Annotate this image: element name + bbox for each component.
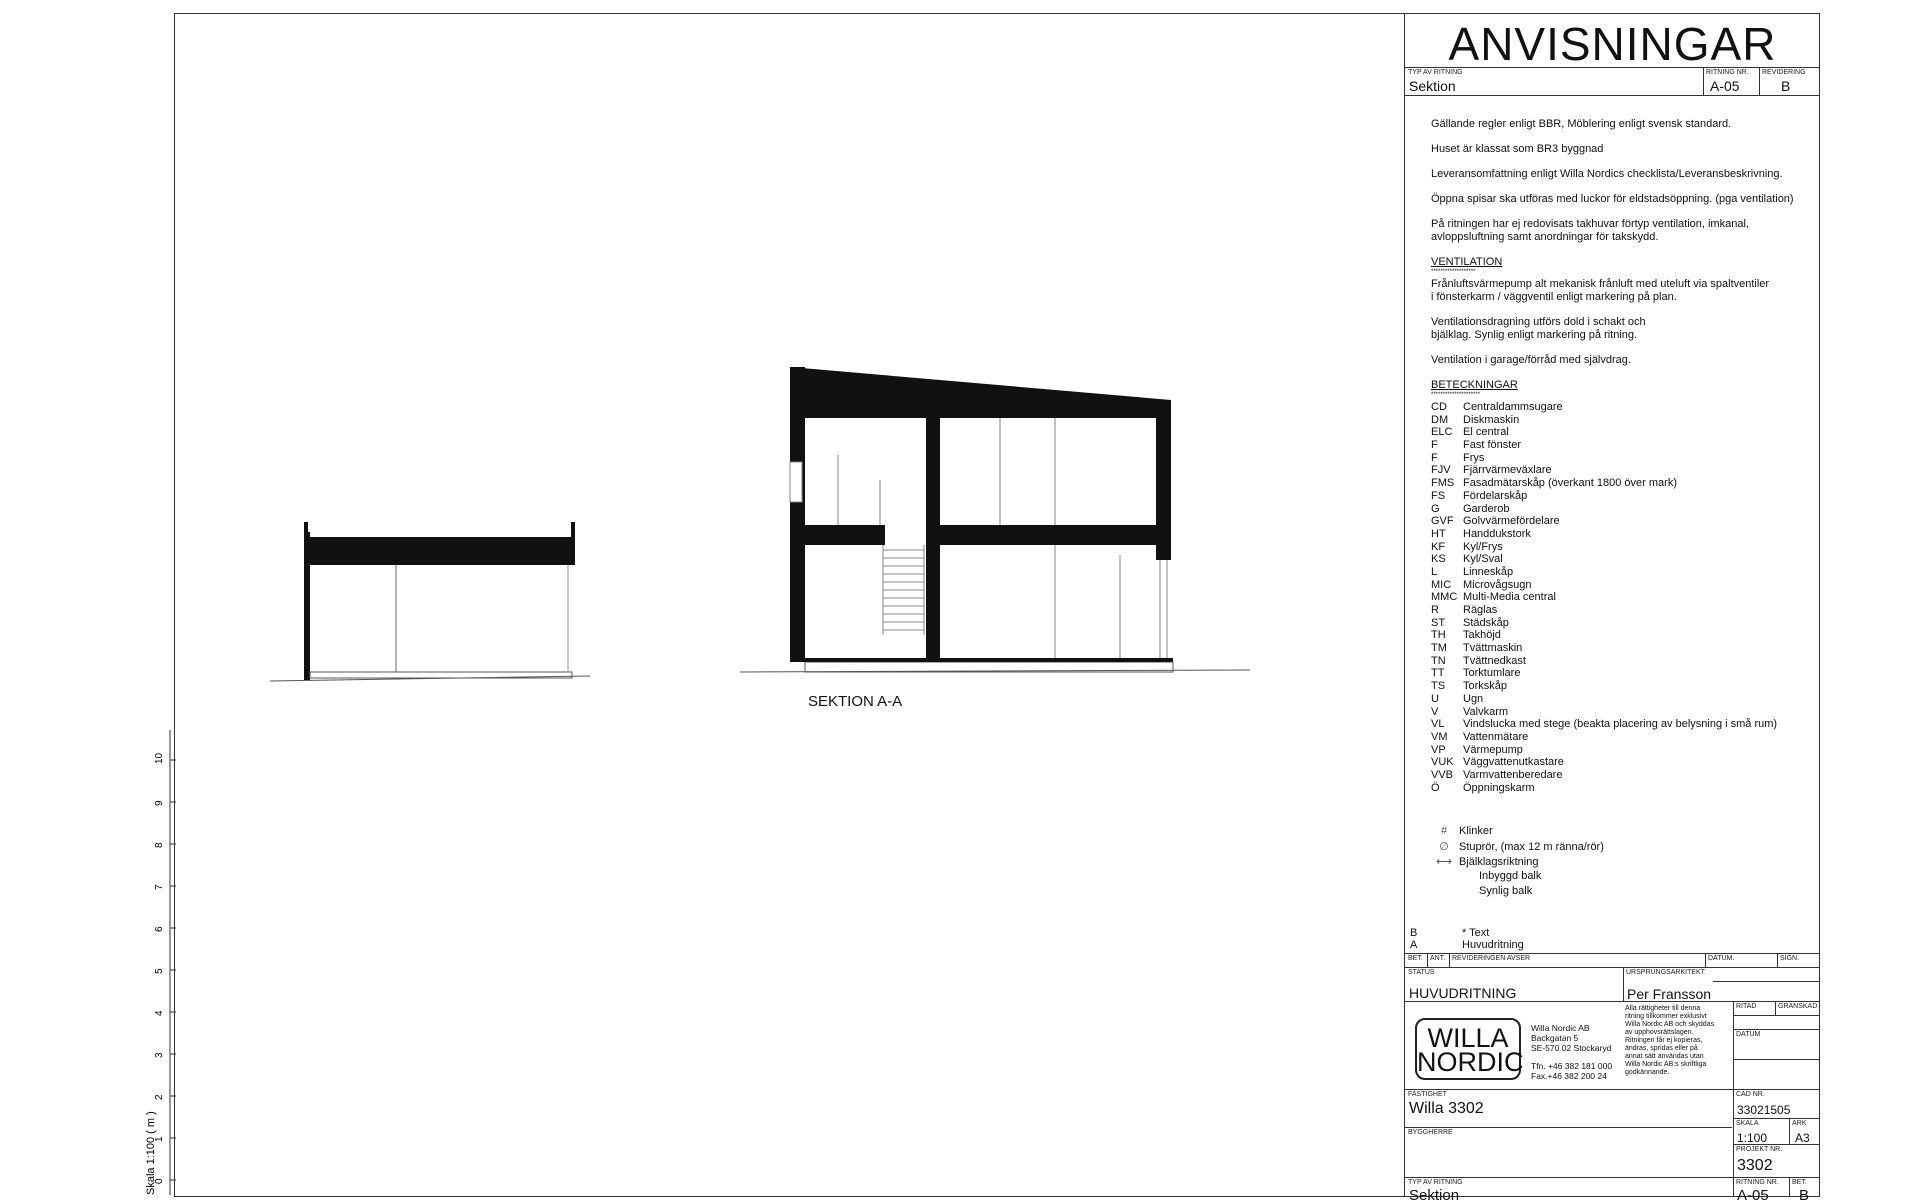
scale-tick-label: 0 (154, 1178, 165, 1184)
project-label: PROJEKT NR. (1736, 1146, 1783, 1153)
note-general: Leveransomfattning enligt Willa Nordics checklista/Leveransbeskrivning. (1431, 168, 1783, 180)
ventilation-heading: VENTILATION (1431, 256, 1503, 268)
code-item: TT Torktumlare (1431, 667, 1521, 680)
note-general: På ritningen har ej redovisats takhuvar förtyp ventilation, imkanal, avloppsluftning samt anordningar för takskydd. (1431, 218, 1749, 243)
section-label: SEKTION A-A (808, 693, 903, 710)
code-item: TM Tvättmaskin (1431, 642, 1523, 655)
note-ventilation: Ventilation i garage/förråd med självdrag. (1431, 354, 1631, 366)
copyright-notice: Alla rättigheter till denna ritning tillkommer exklusivt Willa Nordic AB och skyddas av upphovsrättslagen. Ritningen får ej kopieras, ändras, spridas eller på annat sätt användas utan Willa Nordic AB:s skriftliga godkännande. (1625, 1005, 1715, 1076)
architect-label: URSPRUNGSARKITEKT (1626, 969, 1705, 976)
code-item: U Ugn (1431, 692, 1484, 705)
house-section (740, 367, 1250, 672)
code-item: VVB Varmvattenberedare (1431, 768, 1563, 781)
rev-bet-header: BET. (1408, 955, 1423, 962)
code-item: VP Värmepump (1431, 743, 1523, 756)
code-item: TH Takhöjd (1431, 629, 1501, 642)
note-general: Gällande regler enligt BBR, Möblering enligt svensk standard. (1431, 118, 1732, 130)
scale-tick-label: 6 (154, 926, 165, 932)
code-item: MIC Microvågsugn (1431, 578, 1532, 591)
scale-tick-label: 10 (154, 752, 165, 764)
scale-bar (140, 725, 180, 1195)
code-item: F Fast fönster (1431, 439, 1522, 452)
code-item: FS Fördelarskåp (1431, 489, 1528, 502)
code-item: F Frys (1431, 451, 1485, 464)
note-ventilation: Frånluftsvärmepump alt mekanisk frånluft med uteluft via spaltventiler i fönsterkarm / väggventil enligt markering på plan. (1431, 278, 1770, 303)
datum-label: DATUM (1736, 1031, 1761, 1038)
company-address: Willa Nordic AB Backgatan 5 SE-570 02 Stockaryd Tfn. +46 382 181 000 Fax.+46 382 200 24 (1531, 1023, 1613, 1081)
cad-value: 33021505 (1737, 1103, 1791, 1117)
code-item: DM Diskmaskin (1431, 413, 1520, 426)
code-item: R Räglas (1431, 604, 1498, 616)
code-item: V Valvkarm (1431, 705, 1509, 718)
scale-tick-label: 1 (154, 1136, 165, 1142)
code-item: TN Tvättnedkast (1431, 654, 1526, 667)
willa-nordic-logo: WILLA NORDIC (1415, 1018, 1521, 1080)
cad-label: CAD NR. (1736, 1091, 1765, 1098)
code-item: HT Handdukstork (1431, 527, 1531, 540)
status-value: HUVUDRITNING (1409, 985, 1517, 1001)
sheet-size-value: A3 (1795, 1131, 1810, 1145)
scale-tick-label: 9 (154, 800, 165, 806)
code-item: TS Torkskåp (1431, 680, 1508, 693)
note-general: Öppna spisar ska utföras med luckor för eldstadsöppning. (pga ventilation) (1431, 193, 1794, 205)
legend-item: ⟷ Bjälklagsriktning (1436, 856, 1539, 868)
architect-value: Per Fransson (1627, 986, 1712, 1002)
revision-row: B * Text (1410, 927, 1490, 939)
code-item: ELC El central (1431, 426, 1509, 439)
bottom-bet-label: BET. (1792, 1179, 1807, 1186)
code-item: VUK Väggvattenutkastare (1431, 756, 1564, 769)
drawing-no-value: A-05 (1710, 78, 1740, 94)
code-item: MMC Multi-Media central (1431, 591, 1556, 604)
scale-tick-label: 5 (154, 968, 165, 974)
code-item: L Linneskåp (1431, 565, 1514, 578)
code-item: G Garderob (1431, 502, 1510, 515)
sheet-title: ANVISNINGAR (1448, 18, 1777, 70)
scale-tick-label: 3 (154, 1052, 165, 1058)
scale-label-tb: SKALA (1736, 1120, 1759, 1127)
codes-list (1431, 401, 1815, 794)
type-value: Sektion (1409, 78, 1456, 94)
legend-item: # Klinker (1440, 825, 1493, 837)
revision-value: B (1781, 78, 1791, 94)
status-label: STATUS (1408, 969, 1435, 976)
scale-tick-label: 2 (154, 1094, 165, 1100)
rev-datum-header: DATUM. (1708, 955, 1735, 962)
code-item: FMS Fasadmätarskåp (överkant 1800 över mark) (1431, 477, 1677, 490)
ritad-label: RITAD (1736, 1003, 1757, 1010)
scale-tick-label: 4 (154, 1010, 165, 1016)
project-value: 3302 (1737, 1157, 1773, 1174)
bottom-bet-value: B (1799, 1187, 1810, 1204)
code-item: FJV Fjärrvärmeväxlare (1431, 464, 1552, 477)
code-item: VM Vattenmätare (1431, 730, 1529, 743)
revision-row: A Huvudritning (1410, 939, 1524, 951)
code-item: Ö Öppningskarm (1431, 781, 1535, 794)
rev-avser-header: REVIDERINGEN AVSER (1452, 955, 1531, 962)
ventilation-stars: ******************* (1431, 269, 1476, 275)
scale-value: 1:100 (1737, 1131, 1768, 1145)
code-item: KS Kyl/Sval (1431, 553, 1503, 566)
bottom-no-label: RITNING NR. (1736, 1179, 1779, 1186)
granskad-label: GRANSKAD (1778, 1003, 1818, 1010)
scale-label: Skala 1:100 ( m ) (145, 1111, 157, 1195)
title-block (1404, 13, 1820, 1204)
builder-label: BYGGHERRE (1408, 1129, 1453, 1136)
legend (1429, 825, 1604, 900)
codes-heading: BETECKNINGAR (1431, 379, 1518, 391)
property-value: Willa 3302 (1409, 1100, 1484, 1117)
section-drawing (0, 0, 1400, 760)
type-label: TYP AV RITNING (1408, 69, 1463, 76)
bottom-type-label: TYP AV RITNING (1408, 1179, 1463, 1186)
codes-stars: ********************* (1431, 392, 1481, 398)
code-item: GVF Golvvärmefördelare (1431, 515, 1560, 528)
drawing-no-label: RITNING NR. (1706, 69, 1749, 76)
note-general: Huset är klassat som BR3 byggnad (1431, 143, 1604, 155)
scale-tick-label: 7 (154, 884, 165, 890)
legend-item: Synlig balk (1479, 885, 1533, 897)
sheet-size-label: ARK (1792, 1120, 1807, 1127)
bottom-type-value: Sektion (1409, 1187, 1460, 1204)
legend-item: Inbyggd balk (1479, 870, 1542, 882)
note-ventilation: Ventilationsdragning utförs dold i schakt och bjälklag. Synlig enligt markering på ritning. (1431, 316, 1646, 341)
rev-sign-header: SIGN. (1780, 955, 1800, 962)
rev-ant-header: ANT. (1430, 955, 1446, 962)
revision-list (1410, 927, 1524, 951)
code-item: ST Städskåp (1431, 616, 1509, 629)
property-label: FASTIGHET (1408, 1091, 1447, 1098)
code-item: VL Vindslucka med stege (beakta placering av belysning i små rum) (1431, 718, 1778, 731)
code-item: CD Centraldammsugare (1431, 401, 1563, 413)
bottom-no-value: A-05 (1737, 1187, 1769, 1204)
notes-section (1431, 118, 1815, 794)
code-item: KF Kyl/Frys (1431, 540, 1503, 553)
garage-section (270, 522, 590, 681)
legend-item: ∅ Stuprör, (max 12 m ränna/rör) (1439, 841, 1604, 853)
scale-tick-label: 8 (154, 842, 165, 848)
revision-label: REVIDERING (1762, 69, 1806, 76)
